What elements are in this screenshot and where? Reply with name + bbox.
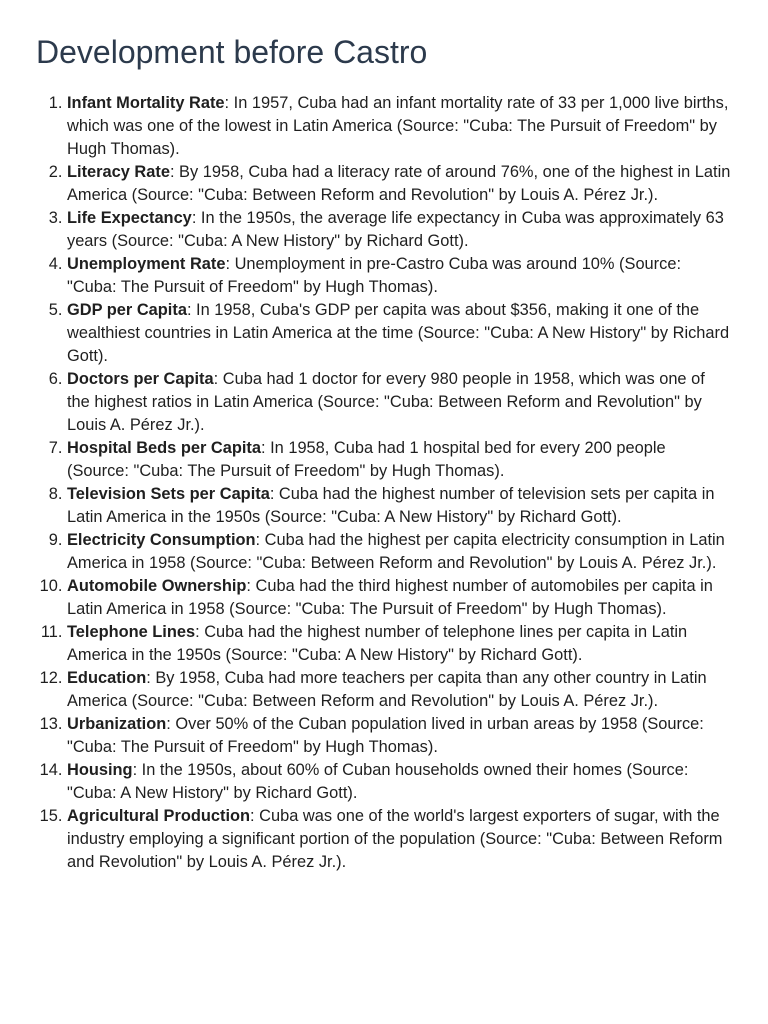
- list-item: [67, 621, 732, 667]
- list-item: [67, 667, 732, 713]
- item-text: : In the 1950s, about 60% of Cuban households owned their homes (Source: "Cuba: A New History" by Richard Gott).: [67, 761, 689, 802]
- item-term: Television Sets per Capita: [67, 485, 270, 503]
- item-text: : Over 50% of the Cuban population lived in urban areas by 1958 (Source: "Cuba: The Pursuit of Freedom" by Hugh Thomas).: [67, 715, 704, 756]
- item-term: Housing: [67, 761, 133, 779]
- item-text: : Cuba had the highest number of television sets per capita in Latin America in the 1950s (Source: "Cuba: A New History" by Richard Gott).: [67, 485, 715, 526]
- item-text: : In the 1950s, the average life expectancy in Cuba was approximately 63 years (Source: "Cuba: A New History" by Richard Gott).: [67, 209, 724, 250]
- item-term: Urbanization: [67, 715, 167, 733]
- list-item: [67, 483, 732, 529]
- item-term: Unemployment Rate: [67, 255, 226, 273]
- item-text: : Cuba was one of the world's largest exporters of sugar, with the industry employing a significant portion of the population (Source: "Cuba: Between Reform and Revolution" by Louis A. Pérez Jr.).: [67, 807, 723, 871]
- item-text: : By 1958, Cuba had a literacy rate of around 76%, one of the highest in Latin America (Source: "Cuba: Between Reform and Revolution" by Louis A. Pérez Jr.).: [67, 163, 731, 204]
- item-term: Electricity Consumption: [67, 531, 256, 549]
- list-item: [67, 92, 732, 161]
- item-text: : In 1957, Cuba had an infant mortality rate of 33 per 1,000 live births, which was one of the lowest in Latin America (Source: "Cuba: The Pursuit of Freedom" by Hugh Thomas).: [67, 94, 729, 158]
- item-text: : Cuba had the third highest number of automobiles per capita in Latin America in 1958 (Source: "Cuba: The Pursuit of Freedom" by Hugh Thomas).: [67, 577, 713, 618]
- item-term: Telephone Lines: [67, 623, 196, 641]
- list-item: [67, 253, 732, 299]
- list-item: [67, 299, 732, 368]
- list-item: [67, 529, 732, 575]
- item-term: Infant Mortality Rate: [67, 94, 225, 112]
- item-term: Life Expectancy: [67, 209, 192, 227]
- item-text: : By 1958, Cuba had more teachers per capita than any other country in Latin America (Source: "Cuba: Between Reform and Revolution" by Louis A. Pérez Jr.).: [67, 669, 707, 710]
- list-item: [67, 368, 732, 437]
- item-term: Hospital Beds per Capita: [67, 439, 261, 457]
- item-text: : Cuba had the highest per capita electricity consumption in Latin America in 1958 (Source: "Cuba: Between Reform and Revolution" by Louis A. Pérez Jr.).: [67, 531, 725, 572]
- item-text: : Cuba had the highest number of telephone lines per capita in Latin America in the 1950s (Source: "Cuba: A New History" by Richard Gott).: [67, 623, 688, 664]
- item-text: : Cuba had 1 doctor for every 980 people in 1958, which was one of the highest ratios in Latin America (Source: "Cuba: Between Reform and Revolution" by Louis A. Pérez Jr.).: [67, 370, 705, 434]
- list-item: [67, 713, 732, 759]
- list-item: [67, 575, 732, 621]
- item-text: : In 1958, Cuba's GDP per capita was about $356, making it one of the wealthiest countries in Latin America at the time (Source: "Cuba: A New History" by Richard Gott).: [67, 301, 730, 365]
- item-text: : In 1958, Cuba had 1 hospital bed for every 200 people (Source: "Cuba: The Pursuit of Freedom" by Hugh Thomas).: [67, 439, 666, 480]
- item-term: Doctors per Capita: [67, 370, 214, 388]
- list-item: [67, 805, 732, 874]
- item-term: Agricultural Production: [67, 807, 251, 825]
- item-term: Literacy Rate: [67, 163, 170, 181]
- development-list: [36, 92, 732, 874]
- list-item: [67, 161, 732, 207]
- item-text: : Unemployment in pre-Castro Cuba was around 10% (Source: "Cuba: The Pursuit of Freedom" by Hugh Thomas).: [67, 255, 681, 296]
- item-term: Automobile Ownership: [67, 577, 247, 595]
- list-item: [67, 759, 732, 805]
- list-item: [67, 437, 732, 483]
- list-item: [67, 207, 732, 253]
- item-term: GDP per Capita: [67, 301, 187, 319]
- page-title: Development before Castro: [36, 34, 428, 70]
- item-term: Education: [67, 669, 147, 687]
